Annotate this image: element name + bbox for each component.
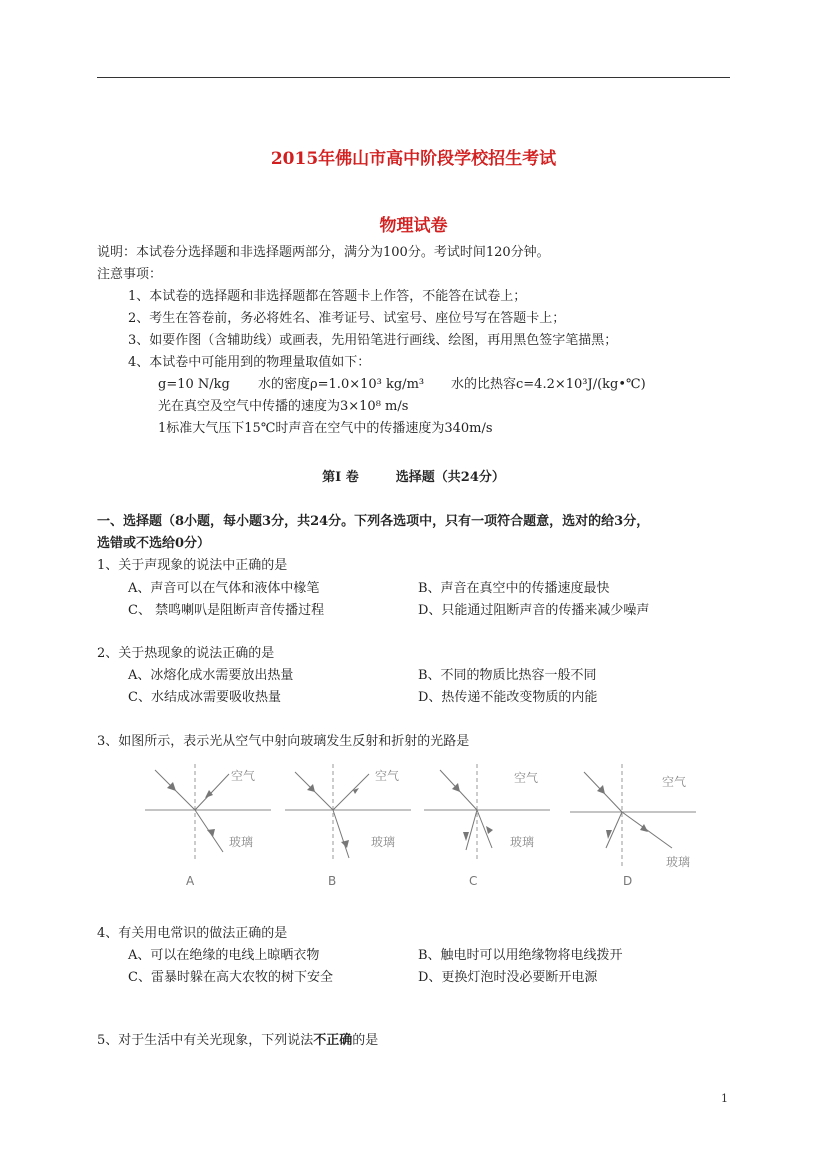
glass-label: 玻璃 [229, 835, 254, 849]
ray-diagram-a [143, 762, 273, 867]
constant-light: 光在真空及空气中传播的速度为3×10⁸ m/s [158, 399, 409, 414]
glass-label: 玻璃 [371, 835, 396, 849]
air-label: 空气 [662, 775, 687, 789]
diagram-label-c: C [469, 874, 478, 888]
section-part: 第Ⅰ 卷 [322, 470, 359, 485]
arrow-head [205, 790, 213, 798]
glass-label: 玻璃 [510, 835, 535, 849]
q4-option-c: C、雷暴时躲在高大农牧的树下安全 [128, 970, 333, 985]
glass-label: 玻璃 [666, 855, 691, 869]
exam-title: 2015年佛山市高中阶段学校招生考试 [270, 149, 557, 169]
q1-option-c: C、 禁鸣喇叭是阻断声音传播过程 [128, 603, 325, 618]
page-number: 1 [721, 1092, 728, 1105]
q2-stem: 2、关于热现象的说法正确的是 [97, 646, 275, 661]
q2-option-b: B、不同的物质比热容一般不同 [418, 668, 597, 683]
ray-diagram-b [283, 762, 413, 867]
section-heading [0, 466, 827, 485]
q1-option-b: B、声音在真空中的传播速度最快 [418, 581, 610, 596]
arrow-head [463, 832, 469, 841]
q5-stem-pre: 5、对于生活中有关光现象，下列说法 [97, 1033, 314, 1048]
ray-diagram-c [422, 762, 552, 867]
q4-option-a: A、可以在绝缘的电线上晾晒衣物 [128, 948, 320, 963]
note-item: 3、如要作图（含辅助线）或画表，先用铅笔进行画线、绘图，再用黑色签字笔描黑； [128, 333, 618, 348]
constant-g: g=10 N/kg [158, 377, 230, 392]
ray-lower-left [466, 810, 477, 850]
notes-intro: 说明：本试卷分选择题和非选择题两部分，满分为100分。考试时间120分钟。 [97, 245, 550, 260]
part1-heading: 一、选择题（8小题，每小题3分，共24分。下列各选项中，只有一项符合题意，选对的给3分， [97, 514, 650, 529]
constant-sound: 1标准大气压下15℃时声音在空气中的传播速度为340m/s [158, 421, 493, 436]
q5-stem-post: 的是 [352, 1033, 379, 1048]
q4-option-b: B、触电时可以用绝缘物将电线拨开 [418, 948, 623, 963]
diagram-label-b: B [328, 874, 337, 888]
arrow-head [207, 829, 215, 837]
q1-option-a: A、声音可以在气体和液体中椽笔 [128, 581, 320, 596]
exam-subtitle: 物理试卷 [379, 216, 448, 236]
note-item: 2、考生在答卷前，务必将姓名、准考证号、试室号、座位号写在答题卡上； [128, 311, 566, 326]
ray-diagram-d [568, 762, 698, 872]
q3-stem: 3、如图所示，表示光从空气中射向玻璃发生反射和折射的光路是 [97, 734, 470, 749]
q2-option-d: D、热传递不能改变物质的内能 [418, 690, 598, 705]
q5-stem [97, 1032, 378, 1050]
q4-option-d: D、更换灯泡时没必要断开电源 [418, 970, 598, 985]
notes-heading: 注意事项： [97, 267, 163, 282]
arrow-head [486, 826, 493, 834]
arrow-head [640, 824, 648, 832]
header-rule [97, 77, 730, 78]
constant-heat: 水的比热容c=4.2×10³J/(kg•℃) [451, 377, 646, 392]
air-label: 空气 [514, 771, 539, 785]
q2-option-a: A、冰熔化成水需要放出热量 [128, 668, 294, 683]
refracted-ray [333, 810, 349, 858]
diagram-label-d: D [623, 874, 633, 888]
air-label: 空气 [375, 769, 400, 783]
part1-heading-cont: 选错或不选给0分） [97, 536, 211, 551]
q1-stem: 1、关于声现象的说法中正确的是 [97, 558, 288, 573]
diagram-label-a: A [186, 874, 195, 888]
constant-density: 水的密度ρ=1.0×10³ kg/m³ [258, 377, 425, 392]
reflected-ray [333, 774, 369, 810]
section-name: 选择题（共24分） [395, 470, 505, 485]
q1-option-d: D、只能通过阻断声音的传播来减少噪声 [418, 603, 650, 618]
q5-stem-emphasis: 不正确 [313, 1033, 353, 1048]
note-item: 4、本试卷中可能用到的物理量取值如下： [128, 355, 371, 370]
q2-option-c: C、水结成冰需要吸收热量 [128, 690, 281, 705]
note-item: 1、本试卷的选择题和非选择题都在答题卡上作答，不能答在试卷上； [128, 289, 527, 304]
air-label: 空气 [231, 769, 256, 783]
reflected-ray [195, 774, 229, 810]
q4-stem: 4、有关用电常识的做法正确的是 [97, 926, 288, 941]
